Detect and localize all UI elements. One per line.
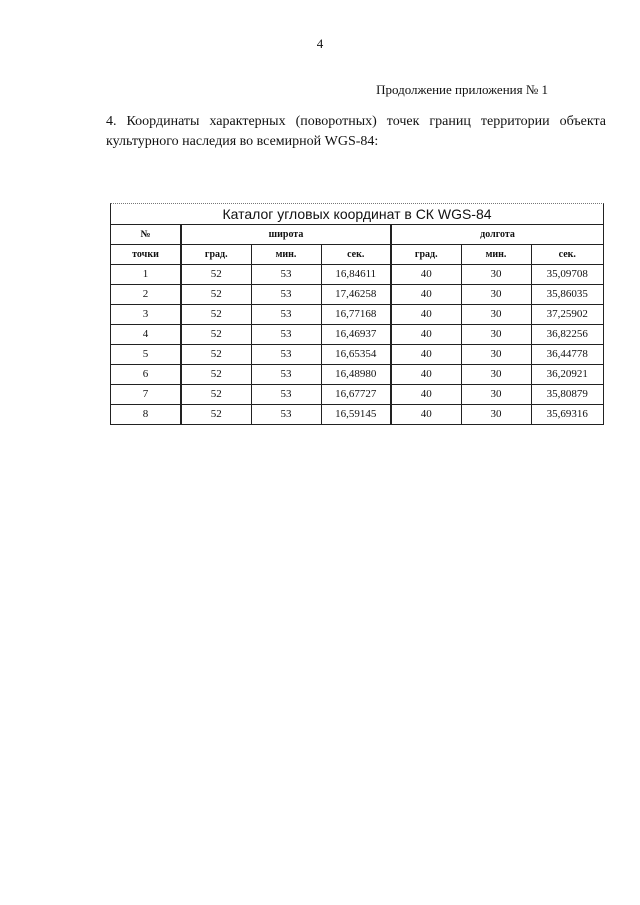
cell-lon-deg: 40 xyxy=(391,265,461,285)
cell-lat-deg: 52 xyxy=(181,305,251,325)
cell-lon-sec: 36,82256 xyxy=(531,325,603,345)
cell-lon-min: 30 xyxy=(461,405,531,425)
cell-lon-deg: 40 xyxy=(391,365,461,385)
header-lon-deg: град. xyxy=(391,245,461,265)
header-lon-sec: сек. xyxy=(531,245,603,265)
header-point-label: точки xyxy=(111,245,181,265)
cell-lon-sec: 35,80879 xyxy=(531,385,603,405)
cell-lon-min: 30 xyxy=(461,345,531,365)
header-lon-min: мин. xyxy=(461,245,531,265)
header-latitude: широта xyxy=(181,225,391,245)
cell-lon-deg: 40 xyxy=(391,345,461,365)
cell-lon-sec: 36,20921 xyxy=(531,365,603,385)
table-row xyxy=(111,305,603,325)
page-number: 4 xyxy=(316,36,324,51)
header-lat-sec: сек. xyxy=(321,245,391,265)
cell-lat-min: 53 xyxy=(251,345,321,365)
cell-lat-sec: 16,77168 xyxy=(321,305,391,325)
header-row-1 xyxy=(111,225,603,245)
header-lat-deg: град. xyxy=(181,245,251,265)
cell-lon-min: 30 xyxy=(461,265,531,285)
cell-lat-sec: 17,46258 xyxy=(321,285,391,305)
cell-lon-min: 30 xyxy=(461,325,531,345)
cell-lat-sec: 16,65354 xyxy=(321,345,391,365)
cell-lon-sec: 36,44778 xyxy=(531,345,603,365)
cell-lon-min: 30 xyxy=(461,305,531,325)
cell-lat-deg: 52 xyxy=(181,385,251,405)
cell-point-number: 7 xyxy=(111,385,181,405)
cell-lon-min: 30 xyxy=(461,385,531,405)
appendix-note: Продолжение приложения № 1 xyxy=(376,82,548,97)
cell-point-number: 8 xyxy=(111,405,181,425)
cell-lon-sec: 35,69316 xyxy=(531,405,603,425)
cell-lon-deg: 40 xyxy=(391,325,461,345)
cell-lon-deg: 40 xyxy=(391,405,461,425)
section-paragraph: 4. Координаты характерных (поворотных) точек границ территории объекта культурного наследия во всемирной WGS-84: xyxy=(106,114,606,149)
cell-lat-deg: 52 xyxy=(181,325,251,345)
cell-point-number: 4 xyxy=(111,325,181,345)
coordinates-grid xyxy=(111,225,603,424)
cell-lat-deg: 52 xyxy=(181,345,251,365)
cell-lat-min: 53 xyxy=(251,305,321,325)
cell-lon-min: 30 xyxy=(461,285,531,305)
cell-lat-deg: 52 xyxy=(181,365,251,385)
cell-point-number: 2 xyxy=(111,285,181,305)
cell-lat-sec: 16,84611 xyxy=(321,265,391,285)
cell-lon-deg: 40 xyxy=(391,305,461,325)
cell-lat-deg: 52 xyxy=(181,265,251,285)
cell-lon-sec: 35,09708 xyxy=(531,265,603,285)
header-row-2 xyxy=(111,245,603,265)
table-row xyxy=(111,345,603,365)
cell-lon-sec: 37,25902 xyxy=(531,305,603,325)
cell-lat-sec: 16,46937 xyxy=(321,325,391,345)
coordinates-table xyxy=(110,203,604,425)
cell-lon-sec: 35,86035 xyxy=(531,285,603,305)
table-title: Каталог угловых координат в СК WGS-84 xyxy=(111,204,603,225)
table-row xyxy=(111,325,603,345)
cell-lat-deg: 52 xyxy=(181,405,251,425)
cell-lon-deg: 40 xyxy=(391,285,461,305)
cell-lat-min: 53 xyxy=(251,265,321,285)
cell-lat-deg: 52 xyxy=(181,285,251,305)
cell-point-number: 3 xyxy=(111,305,181,325)
table-row xyxy=(111,405,603,425)
cell-lon-min: 30 xyxy=(461,365,531,385)
table-row xyxy=(111,365,603,385)
cell-point-number: 5 xyxy=(111,345,181,365)
cell-lat-min: 53 xyxy=(251,325,321,345)
cell-lat-min: 53 xyxy=(251,365,321,385)
cell-lon-deg: 40 xyxy=(391,385,461,405)
cell-lat-sec: 16,48980 xyxy=(321,365,391,385)
cell-lat-sec: 16,67727 xyxy=(321,385,391,405)
header-lat-min: мин. xyxy=(251,245,321,265)
cell-lat-min: 53 xyxy=(251,405,321,425)
cell-lat-sec: 16,59145 xyxy=(321,405,391,425)
header-longitude: долгота xyxy=(391,225,603,245)
header-point-number: № xyxy=(111,225,181,245)
table-row xyxy=(111,265,603,285)
cell-lat-min: 53 xyxy=(251,385,321,405)
table-row xyxy=(111,285,603,305)
table-row xyxy=(111,385,603,405)
cell-point-number: 1 xyxy=(111,265,181,285)
cell-point-number: 6 xyxy=(111,365,181,385)
cell-lat-min: 53 xyxy=(251,285,321,305)
